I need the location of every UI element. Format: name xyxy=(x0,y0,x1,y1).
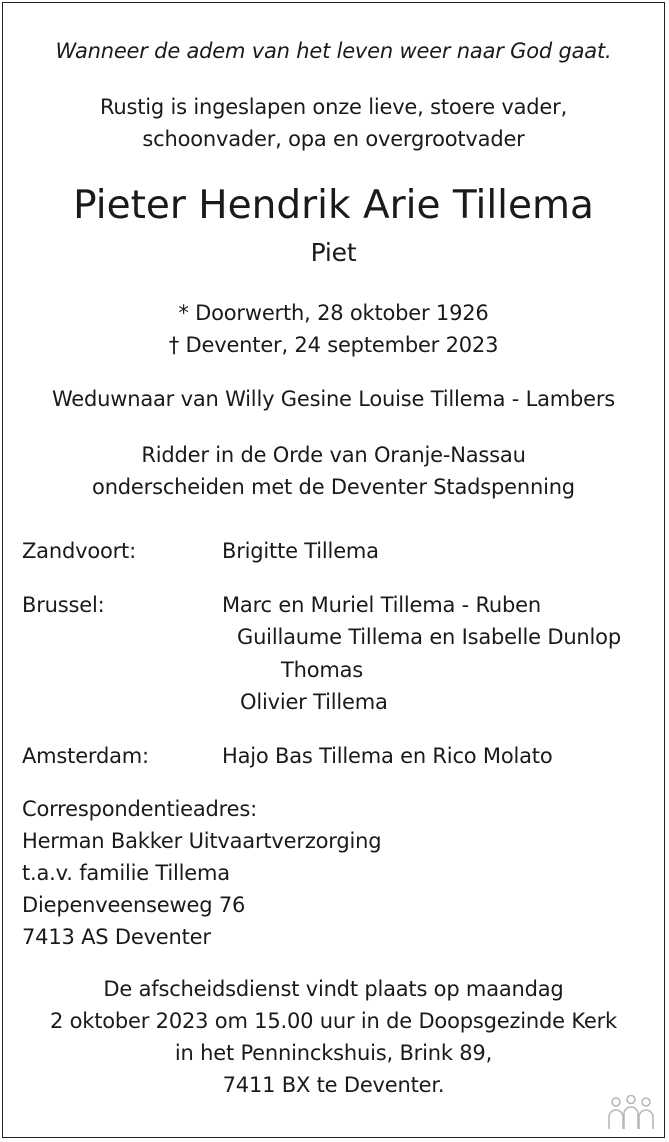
correspondence-line: t.a.v. familie Tillema xyxy=(22,861,230,885)
family-member: Brigitte Tillema xyxy=(222,539,379,563)
deceased-nickname: Piet xyxy=(310,238,357,267)
correspondence-label: Correspondentieadres: xyxy=(22,797,257,821)
intro-line-2: schoonvader, opa en overgrootvader xyxy=(142,127,525,151)
family-member: Thomas xyxy=(281,658,364,682)
family-place: Brussel: xyxy=(22,593,105,617)
service-line-4: 7411 BX te Deventer. xyxy=(222,1073,445,1097)
motto: Wanneer de adem van het leven weer naar God gaat. xyxy=(55,39,612,63)
family-place: Zandvoort: xyxy=(22,539,136,563)
correspondence-line: 7413 AS Deventer xyxy=(22,925,211,949)
intro-line-1: Rustig is ingeslapen onze lieve, stoere vader, xyxy=(99,95,568,119)
family-member: Hajo Bas Tillema en Rico Molato xyxy=(222,744,553,768)
family-place: Amsterdam: xyxy=(22,744,149,768)
correspondence-line: Herman Bakker Uitvaartverzorging xyxy=(22,829,382,853)
family-member: Marc en Muriel Tillema - Ruben xyxy=(222,593,541,617)
obituary-card xyxy=(2,2,665,1138)
honor-line-1: Ridder in de Orde van Oranje-Nassau xyxy=(141,443,526,467)
death-line: † Deventer, 24 september 2023 xyxy=(168,333,499,357)
honor-line-2: onderscheiden met de Deventer Stadspenning xyxy=(92,475,575,499)
widower-line: Weduwnaar van Willy Gesine Louise Tillema - Lambers xyxy=(51,387,616,411)
people-group-icon xyxy=(606,1095,656,1131)
correspondence-line: Diepenveenseweg 76 xyxy=(22,893,246,917)
birth-line: * Doorwerth, 28 oktober 1926 xyxy=(178,301,489,325)
deceased-name: Pieter Hendrik Arie Tillema xyxy=(73,183,594,228)
family-member: Guillaume Tillema en Isabelle Dunlop xyxy=(237,625,621,649)
service-line-2: 2 oktober 2023 om 15.00 uur in de Doopsgezinde Kerk xyxy=(50,1009,617,1033)
service-line-3: in het Penninckshuis, Brink 89, xyxy=(174,1041,493,1065)
family-member: Olivier Tillema xyxy=(240,690,388,714)
service-line-1: De afscheidsdienst vindt plaats op maandag xyxy=(103,977,564,1001)
